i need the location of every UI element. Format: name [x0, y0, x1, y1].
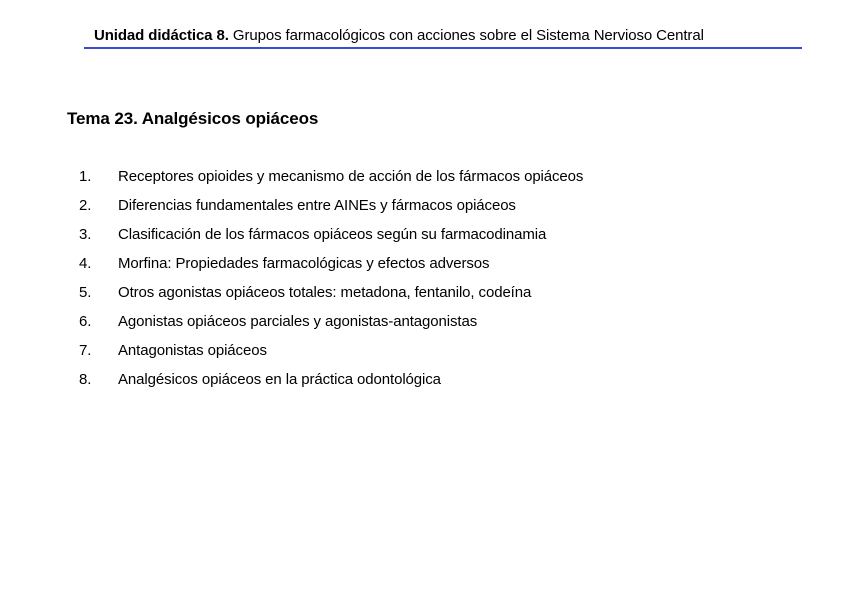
item-text: Receptores opioides y mecanismo de acción de los fármacos opiáceos	[118, 168, 584, 185]
item-text: Morfina: Propiedades farmacológicas y efectos adversos	[118, 255, 490, 272]
item-number: 4.	[79, 255, 92, 272]
item-number: 6.	[79, 313, 92, 330]
unit-title: Grupos farmacológicos con acciones sobre el Sistema Nervioso Central	[232, 27, 704, 44]
item-number: 7.	[79, 342, 92, 359]
header-text	[94, 27, 704, 44]
item-number: 2.	[79, 197, 92, 214]
item-number: 8.	[79, 371, 92, 388]
item-number: 3.	[79, 226, 92, 243]
page-title: Tema 23. Analgésicos opiáceos	[67, 109, 319, 128]
unit-label: Unidad didáctica 8.	[94, 27, 229, 44]
item-text: Analgésicos opiáceos en la práctica odontológica	[118, 371, 441, 388]
item-text: Diferencias fundamentales entre AINEs y fármacos opiáceos	[118, 197, 516, 214]
item-number: 1.	[79, 168, 92, 185]
page-header	[84, 24, 802, 49]
item-text: Clasificación de los fármacos opiáceos según su farmacodinamia	[118, 226, 547, 243]
item-number: 5.	[79, 284, 92, 301]
item-text: Antagonistas opiáceos	[118, 342, 267, 359]
item-text: Otros agonistas opiáceos totales: metadona, fentanilo, codeína	[118, 284, 532, 301]
item-text: Agonistas opiáceos parciales y agonistas-antagonistas	[118, 313, 478, 330]
